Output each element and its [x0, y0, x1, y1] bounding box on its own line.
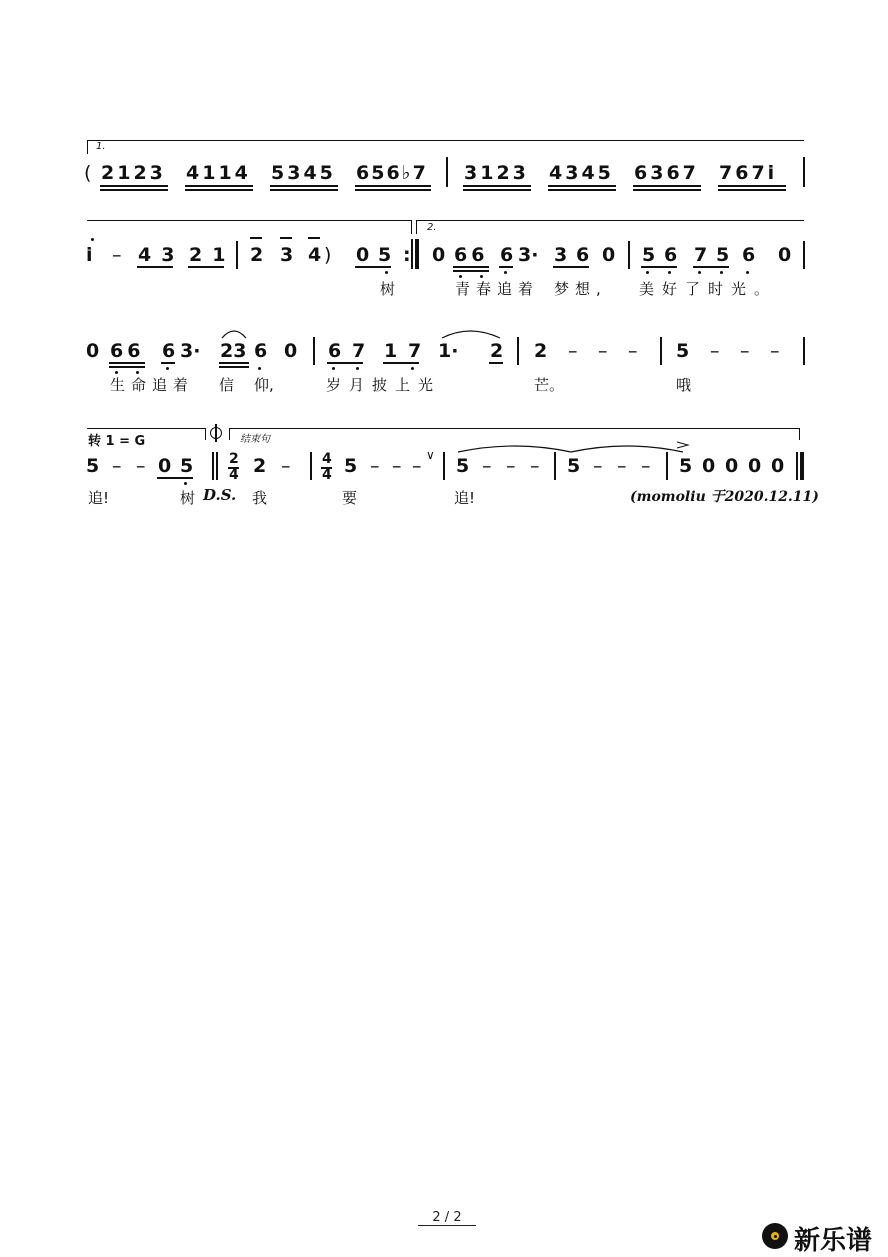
note-group: 66	[110, 340, 145, 362]
breath-mark: ∨	[426, 448, 435, 462]
note: 0	[356, 244, 370, 266]
note-group: 2123	[101, 162, 166, 184]
time-sig-bottom: 4	[229, 467, 239, 483]
page-number-text: 2 / 2	[418, 1210, 475, 1226]
dash: –	[593, 455, 603, 477]
note: 5	[676, 340, 690, 362]
note: 5	[456, 455, 470, 477]
lyric: 生命追着	[110, 376, 195, 394]
note: 0	[432, 244, 446, 266]
dash: –	[281, 455, 291, 477]
volta-1-label: 1.	[96, 141, 106, 152]
note-group: 6367	[634, 162, 699, 184]
tie-arcs	[0, 438, 888, 462]
note: 5	[344, 455, 358, 477]
lyric: 岁月披上光	[326, 376, 442, 394]
note: i	[86, 244, 93, 266]
dash: –	[617, 455, 627, 477]
lyric: 追!	[454, 489, 476, 507]
note: 6	[664, 244, 678, 266]
dash: –	[136, 455, 146, 477]
note: 0	[284, 340, 298, 362]
logo-text: 新乐谱	[794, 1226, 873, 1256]
note: 2	[534, 340, 548, 362]
system-2	[0, 245, 888, 275]
note: 6	[328, 340, 342, 362]
note-group: 23	[220, 340, 247, 362]
dash: –	[598, 340, 608, 362]
note: 2	[250, 244, 264, 266]
dash: –	[628, 340, 638, 362]
note: 2	[490, 340, 504, 362]
lyric: 追!	[88, 489, 110, 507]
coda-label: 结束句	[240, 434, 270, 445]
time-sig-top: 2	[229, 451, 239, 467]
note-group: 3123	[464, 162, 529, 184]
note-group: 43	[138, 244, 185, 266]
dash: –	[770, 340, 780, 362]
note: 5	[716, 244, 730, 266]
repeat-barline-thick	[415, 239, 419, 269]
dash: –	[530, 455, 540, 477]
lyric: 青春追着	[455, 280, 540, 298]
note: 6	[742, 244, 756, 266]
note: 3	[280, 244, 294, 266]
lyric: 树	[180, 489, 196, 507]
dash: –	[482, 455, 492, 477]
barline	[446, 157, 448, 187]
close-paren: )	[324, 244, 332, 266]
note: 6	[162, 340, 176, 362]
note: 5	[567, 455, 581, 477]
note: 3·	[180, 340, 201, 362]
note: 5	[378, 244, 392, 266]
note: 5	[642, 244, 656, 266]
note: 2	[253, 455, 267, 477]
barline	[803, 157, 805, 187]
lyric: 梦想,	[554, 280, 607, 298]
note-group: 4345	[549, 162, 614, 184]
note: 0	[602, 244, 616, 266]
note: 5	[679, 455, 693, 477]
volta-2-label: 2.	[427, 222, 437, 233]
repeat-barline	[411, 239, 413, 269]
dash: –	[568, 340, 578, 362]
credit-text: (momoliu 于2020.12.11)	[630, 489, 819, 505]
dash: –	[112, 244, 122, 266]
note-group: 4114	[186, 162, 251, 184]
dash: –	[506, 455, 516, 477]
note: 1·	[438, 340, 459, 362]
barline	[236, 241, 238, 269]
note: 3	[554, 244, 568, 266]
note: 0	[771, 455, 785, 477]
note: 6	[576, 244, 590, 266]
time-sig-top: 4	[322, 451, 332, 467]
note: 4	[308, 244, 322, 266]
note-group: 66	[454, 244, 489, 266]
lyric: 要	[342, 489, 358, 507]
note: 6	[254, 340, 268, 362]
note: 0	[748, 455, 762, 477]
note: 0	[725, 455, 739, 477]
note: 7	[694, 244, 708, 266]
page-number	[412, 1210, 482, 1225]
dash: –	[740, 340, 750, 362]
slur-arcs	[0, 320, 888, 350]
note: 6	[500, 244, 514, 266]
dash: –	[710, 340, 720, 362]
note: 3·	[518, 244, 539, 266]
dash: –	[370, 455, 380, 477]
lyric: 仰,	[254, 376, 274, 394]
note: 7	[408, 340, 422, 362]
lyric: 树	[380, 280, 396, 298]
note-group: 5345	[271, 162, 336, 184]
dash: –	[412, 455, 422, 477]
note: 0	[86, 340, 100, 362]
dash: –	[641, 455, 651, 477]
dash: –	[392, 455, 402, 477]
note-group: 21	[189, 244, 236, 266]
barline	[803, 241, 805, 269]
key-change-label: 转 1 = G	[88, 434, 146, 449]
logo	[762, 1220, 882, 1256]
lyric: 我	[252, 489, 268, 507]
note: 0	[702, 455, 716, 477]
repeat-dots: :	[403, 244, 411, 266]
note: 1	[384, 340, 398, 362]
ds-marking: D.S.	[203, 486, 237, 504]
note-group: 656♭7	[356, 162, 428, 184]
note: 5	[180, 455, 194, 477]
dash: –	[112, 455, 122, 477]
lyric: 信	[219, 376, 235, 394]
note: 0	[158, 455, 172, 477]
time-sig-bottom: 4	[322, 467, 332, 483]
barline	[628, 241, 630, 269]
lyric: 哦	[676, 376, 692, 394]
note-group: 767i	[719, 162, 778, 184]
lyric: 美好了时光。	[639, 280, 778, 298]
note: 0	[778, 244, 792, 266]
note: 5	[86, 455, 100, 477]
note: 7	[352, 340, 366, 362]
vinyl-record-icon	[762, 1223, 788, 1249]
lyric: 芒。	[534, 376, 565, 394]
open-paren: (	[84, 162, 92, 184]
